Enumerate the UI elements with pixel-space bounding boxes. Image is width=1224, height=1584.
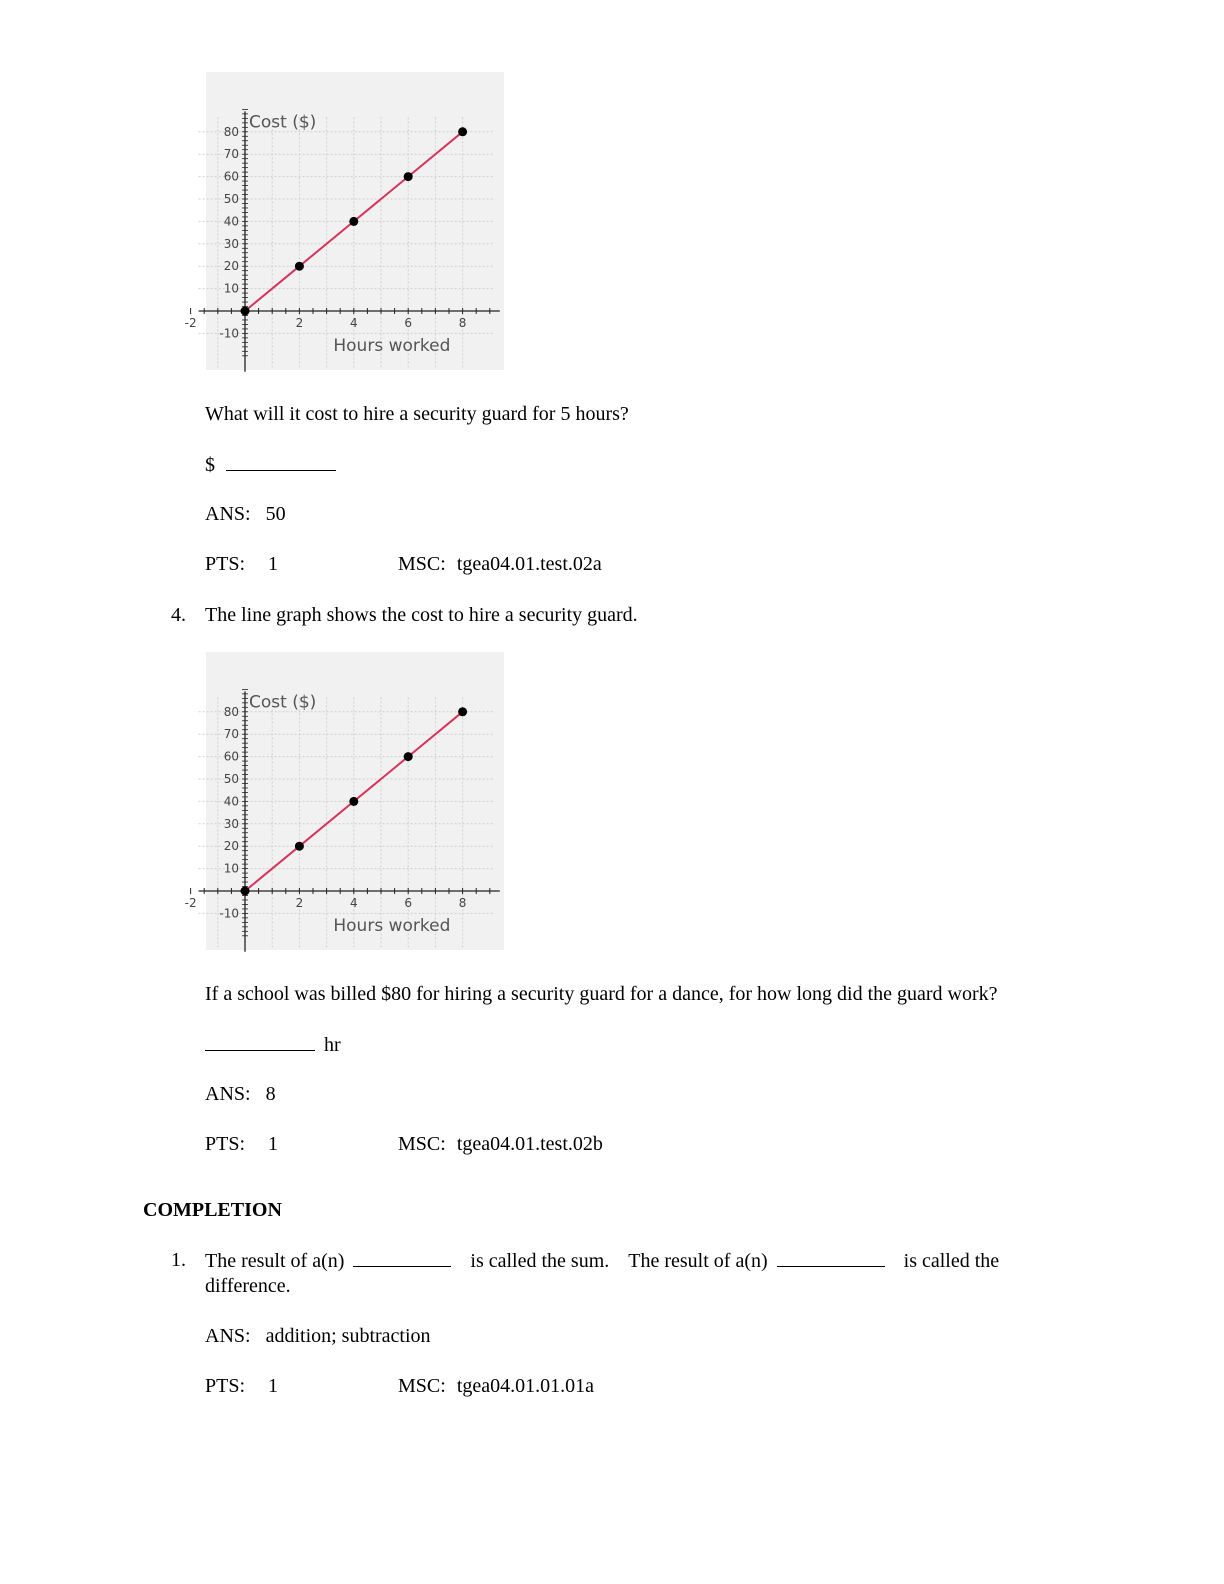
ans-label: ANS: bbox=[205, 1325, 251, 1347]
cost-line-graph bbox=[184, 72, 504, 370]
pts-label: PTS: bbox=[205, 1375, 246, 1397]
y-tick-label: -10 bbox=[219, 906, 239, 921]
y-tick-label: 50 bbox=[223, 772, 239, 786]
y-tick-label: 30 bbox=[223, 816, 239, 831]
pts-value: 1 bbox=[268, 1133, 278, 1155]
pts-label: PTS: bbox=[205, 553, 246, 575]
y-tick-label: 10 bbox=[223, 861, 239, 876]
pts-value: 1 bbox=[268, 1375, 278, 1397]
data-point bbox=[295, 262, 304, 271]
x-tick-label: 4 bbox=[349, 896, 358, 910]
x-tick-label: 6 bbox=[404, 316, 413, 330]
ans-label: ANS: bbox=[205, 1083, 251, 1105]
answer-line bbox=[205, 452, 336, 477]
x-tick-label: -2 bbox=[184, 316, 197, 330]
x-axis-title: Hours worked bbox=[333, 336, 451, 356]
completion-text: The result of a(n) bbox=[205, 1250, 345, 1272]
data-point bbox=[404, 172, 413, 181]
msc-label: MSC: bbox=[398, 1133, 446, 1155]
completion-line-1 bbox=[205, 1248, 999, 1273]
x-tick-label: 2 bbox=[295, 316, 304, 330]
y-tick-label: 80 bbox=[223, 124, 239, 139]
completion-text: The result of a(n) bbox=[628, 1250, 768, 1272]
x-tick-label: 6 bbox=[404, 896, 413, 910]
data-point bbox=[349, 217, 358, 226]
y-tick-label: 10 bbox=[223, 281, 239, 296]
msc-value: tgea04.01.test.02a bbox=[456, 553, 602, 575]
y-tick-label: 80 bbox=[223, 704, 239, 719]
data-point bbox=[295, 842, 304, 851]
y-tick-label: 50 bbox=[223, 192, 239, 206]
data-point bbox=[458, 127, 467, 136]
answer-blank bbox=[226, 452, 336, 471]
y-tick-label: 60 bbox=[223, 169, 239, 184]
answer-row bbox=[205, 1324, 431, 1348]
unit-label: hr bbox=[324, 1034, 341, 1056]
question-number: 1. bbox=[171, 1249, 186, 1271]
completion-text: is called the bbox=[903, 1250, 1000, 1272]
msc-value: tgea04.01.01.01a bbox=[456, 1375, 594, 1397]
msc-label: MSC: bbox=[398, 1375, 446, 1397]
x-axis-title: Hours worked bbox=[333, 916, 451, 936]
ans-value: addition; subtraction bbox=[265, 1325, 431, 1347]
ans-label: ANS: bbox=[205, 503, 251, 525]
msc-label: MSC: bbox=[398, 553, 446, 575]
pts-label: PTS: bbox=[205, 1133, 246, 1155]
x-tick-label: -2 bbox=[184, 896, 197, 910]
question-text: If a school was billed $80 for hiring a security guard for a dance, for how long did the guard work? bbox=[205, 983, 998, 1005]
answer-row bbox=[205, 1082, 276, 1106]
x-tick-label: 4 bbox=[349, 316, 358, 330]
y-tick-label: -10 bbox=[219, 326, 239, 341]
question-number: 4. bbox=[171, 604, 186, 626]
msc-row bbox=[398, 552, 602, 576]
y-tick-label: 70 bbox=[223, 147, 239, 162]
msc-row bbox=[398, 1374, 594, 1398]
x-tick-label: 8 bbox=[458, 896, 467, 910]
y-tick-label: 40 bbox=[223, 794, 239, 809]
question-text: What will it cost to hire a security guard for 5 hours? bbox=[205, 403, 629, 425]
x-tick-label: 8 bbox=[458, 316, 467, 330]
msc-value: tgea04.01.test.02b bbox=[456, 1133, 603, 1155]
y-tick-label: 70 bbox=[223, 727, 239, 742]
cost-chart-1 bbox=[184, 72, 504, 370]
answer-row bbox=[205, 502, 286, 526]
y-tick-label: 60 bbox=[223, 749, 239, 764]
y-axis-title: Cost ($) bbox=[249, 692, 317, 713]
answer-blank bbox=[205, 1032, 315, 1051]
answer-blank bbox=[353, 1248, 451, 1267]
section-heading: COMPLETION bbox=[143, 1199, 282, 1221]
answer-blank bbox=[777, 1248, 885, 1267]
question-stem: The line graph shows the cost to hire a security guard. bbox=[205, 604, 638, 626]
ans-value: 8 bbox=[265, 1083, 276, 1105]
cost-line-graph bbox=[184, 652, 504, 950]
data-point bbox=[241, 887, 250, 896]
msc-row bbox=[398, 1132, 603, 1156]
y-tick-label: 40 bbox=[223, 214, 239, 229]
dollar-sign: $ bbox=[205, 454, 215, 476]
y-tick-label: 30 bbox=[223, 236, 239, 251]
y-axis-title: Cost ($) bbox=[249, 112, 317, 133]
data-point bbox=[404, 752, 413, 761]
cost-chart-2 bbox=[184, 652, 504, 950]
y-tick-label: 20 bbox=[223, 839, 239, 854]
x-tick-label: 2 bbox=[295, 896, 304, 910]
completion-text: is called the sum. bbox=[470, 1250, 610, 1272]
data-point bbox=[458, 707, 467, 716]
answer-line bbox=[205, 1032, 341, 1057]
pts-value: 1 bbox=[268, 553, 278, 575]
ans-value: 50 bbox=[265, 503, 286, 525]
data-point bbox=[349, 797, 358, 806]
completion-text: difference. bbox=[205, 1275, 291, 1297]
data-point bbox=[241, 307, 250, 316]
y-tick-label: 20 bbox=[223, 259, 239, 274]
